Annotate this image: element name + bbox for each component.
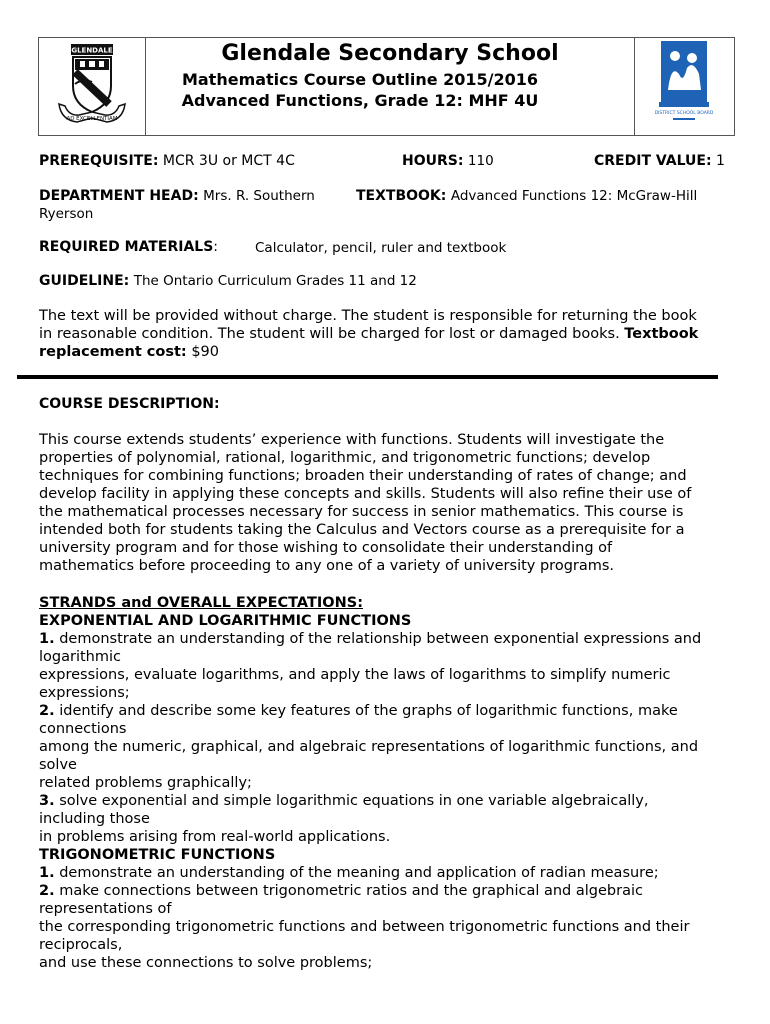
exponential-heading: EXPONENTIAL AND LOGARITHMIC FUNCTIONS xyxy=(39,613,412,629)
dept-head-label: DEPARTMENT HEAD: xyxy=(39,188,199,204)
expectation-number: 1. xyxy=(39,631,55,647)
expectation-line xyxy=(39,648,739,666)
policy-line-2 xyxy=(39,325,739,343)
exponential-expectations xyxy=(39,630,739,846)
textbook-value: Advanced Functions 12: McGraw-Hill xyxy=(450,188,698,204)
description-line: techniques for combining functions; broaden their understanding of rates of change; and xyxy=(39,468,687,484)
expectation-text: demonstrate an understanding of the meaning and application of radian measure; xyxy=(59,865,659,881)
expectation-text: the corresponding trigonometric functions and between trigonometric functions and their xyxy=(39,919,690,935)
description-paragraph xyxy=(39,431,739,575)
dept-head-value: Mrs. R. Southern xyxy=(203,188,315,204)
course-title: Advanced Functions, Grade 12: MHF 4U xyxy=(181,91,539,110)
board-logo-text: DISTRICT SCHOOL BOARD xyxy=(654,111,714,116)
expectation-line xyxy=(39,864,739,882)
expectation-line xyxy=(39,666,739,684)
outline-title: Mathematics Course Outline 2015/2016 xyxy=(181,70,539,89)
school-name: Glendale Secondary School xyxy=(221,41,559,66)
description-line: university program and for those wishing to consolidate their understanding of xyxy=(39,540,613,556)
school-board-logo-icon xyxy=(635,38,734,135)
course-description xyxy=(39,395,739,575)
credit-label: CREDIT VALUE: xyxy=(594,153,712,169)
board-logo-cell xyxy=(634,38,734,135)
expectation-number: 3. xyxy=(39,793,55,809)
credit-value: 1 xyxy=(716,153,725,169)
header-box xyxy=(38,37,735,136)
description-line: the mathematical processes necessary for success in senior mathematics. This course is xyxy=(39,504,684,520)
expectation-text: logarithmic xyxy=(39,649,121,665)
expectation-line xyxy=(39,774,739,792)
expectation-text: representations of xyxy=(39,901,172,917)
textbook-policy xyxy=(39,307,739,361)
expectation-line xyxy=(39,702,739,720)
expectation-text: expressions, evaluate logarithms, and apply the laws of logarithms to simplify numeric xyxy=(39,667,671,683)
hours-value: 110 xyxy=(467,153,494,169)
expectation-line xyxy=(39,810,739,828)
expectation-line xyxy=(39,738,739,756)
expectation-line xyxy=(39,720,739,738)
expectation-text: make connections between trigonometric ratios and the graphical and algebraic xyxy=(59,883,643,899)
hours-label: HOURS: xyxy=(402,153,464,169)
course-description-heading: COURSE DESCRIPTION: xyxy=(39,396,220,412)
expectation-text: related problems graphically; xyxy=(39,775,252,791)
expectation-line xyxy=(39,900,739,918)
guideline-row xyxy=(39,272,417,290)
expectation-text: including those xyxy=(39,811,150,827)
expectation-line xyxy=(39,828,739,846)
prerequisite-row xyxy=(39,152,295,170)
prerequisite-value: MCR 3U or MCT 4C xyxy=(162,153,295,169)
description-line: properties of polynomial, rational, logarithmic, and trigonometric functions; develop xyxy=(39,450,651,466)
textbook-label: TEXTBOOK: xyxy=(356,188,447,204)
expectation-text: solve exponential and simple logarithmic equations in one variable algebraically, xyxy=(59,793,649,809)
expectation-line xyxy=(39,684,739,702)
policy-line-2-text: in reasonable condition. The student will be charged for lost or damaged books. xyxy=(39,326,620,342)
expectation-text: connections xyxy=(39,721,127,737)
trigonometric-expectations xyxy=(39,864,739,972)
section-divider xyxy=(17,375,718,379)
expectation-line xyxy=(39,936,739,954)
description-line: This course extends students’ experience with functions. Students will investigate the xyxy=(39,432,665,448)
guideline-value: The Ontario Curriculum Grades 11 and 12 xyxy=(133,273,417,289)
hours-row xyxy=(402,152,494,170)
trigonometric-heading: TRIGONOMETRIC FUNCTIONS xyxy=(39,847,276,863)
expectation-text: solve xyxy=(39,757,77,773)
expectation-line xyxy=(39,918,739,936)
policy-line-3 xyxy=(39,343,739,361)
policy-textbook-bold: Textbook xyxy=(624,326,699,342)
expectation-line xyxy=(39,630,739,648)
crest-motto-text: AD EXCELLENTIAM xyxy=(66,116,118,122)
materials-row xyxy=(39,238,218,256)
description-line: intended both for students taking the Calculus and Vectors course as a prerequisite for a xyxy=(39,522,685,538)
textbook-value-cont: Ryerson xyxy=(39,206,94,222)
prerequisite-label: PREREQUISITE: xyxy=(39,153,159,169)
strands-heading: STRANDS and OVERALL EXPECTATIONS: xyxy=(39,595,364,611)
expectation-number: 1. xyxy=(39,865,55,881)
expectation-text: reciprocals, xyxy=(39,937,123,953)
textbook-row xyxy=(356,187,697,205)
header-title-cell xyxy=(146,38,634,135)
expectation-text: among the numeric, graphical, and algebraic representations of logarithmic functions, and xyxy=(39,739,699,755)
expectation-line xyxy=(39,756,739,774)
guideline-label: GUIDELINE: xyxy=(39,273,130,289)
expectation-text: demonstrate an understanding of the relationship between exponential expressions and xyxy=(59,631,702,647)
expectation-line xyxy=(39,954,739,972)
materials-label: REQUIRED MATERIALS xyxy=(39,239,214,255)
replacement-cost-label: replacement cost: xyxy=(39,344,187,360)
policy-line-1: The text will be provided without charge. The student is responsible for returning the book xyxy=(39,308,697,324)
description-line: develop facility in applying these concepts and skills. Students will also refine their use of xyxy=(39,486,692,502)
materials-value: Calculator, pencil, ruler and textbook xyxy=(255,240,507,256)
dept-head-row xyxy=(39,187,315,205)
description-line: mathematics before proceeding to any one of a variety of university programs. xyxy=(39,558,615,574)
strands-section xyxy=(39,594,739,972)
expectation-number: 2. xyxy=(39,703,55,719)
materials-colon: : xyxy=(213,239,219,255)
expectation-text: and use these connections to solve problems; xyxy=(39,955,373,971)
replacement-cost-value: $90 xyxy=(191,344,220,360)
expectation-text: identify and describe some key features of the graphs of logarithmic functions, make xyxy=(59,703,678,719)
expectation-text: expressions; xyxy=(39,685,130,701)
crest-banner-text: GLENDALE xyxy=(71,46,113,55)
expectation-line xyxy=(39,792,739,810)
credit-row xyxy=(594,152,725,170)
expectation-text: in problems arising from real-world applications. xyxy=(39,829,391,845)
expectation-number: 2. xyxy=(39,883,55,899)
expectation-line xyxy=(39,882,739,900)
